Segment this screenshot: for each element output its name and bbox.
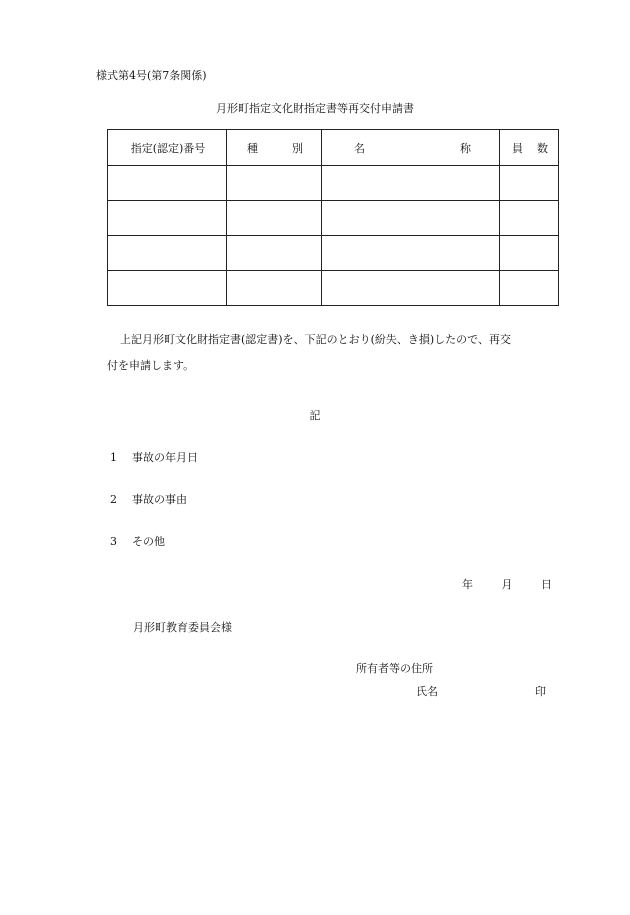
table-cell[interactable] [108,236,227,271]
document-title: 月形町指定文化財指定書等再交付申請書 [216,102,414,115]
column-header-name [322,130,500,166]
table-cell[interactable] [500,236,559,271]
seal-mark: 印 [535,685,546,698]
table-cell[interactable] [500,271,559,306]
table-cell[interactable] [322,201,500,236]
form-number-label: 様式第4号(第7条関係) [96,69,207,82]
item-label: 事故の年月日 [132,451,198,464]
header-part: (認定) [152,141,184,155]
header-part: 番号 [183,141,206,155]
header-part: 指定 [130,141,153,155]
table-cell[interactable] [500,166,559,201]
item-label: その他 [132,535,165,548]
table-cell[interactable] [108,166,227,201]
table-cell[interactable] [322,166,500,201]
list-item [110,451,198,464]
ki-heading: 記 [309,409,321,422]
list-item [110,493,187,506]
request-text-line-2: 付を申請します。 [107,359,195,372]
table-row [108,166,559,201]
header-part: 員 [512,141,523,155]
column-header-count [500,130,559,166]
table-row [108,201,559,236]
column-header-designation-number [108,130,227,166]
header-part: 名 [354,141,365,155]
table-cell[interactable] [322,271,500,306]
table-cell[interactable] [227,236,322,271]
header-part: 数 [537,141,548,155]
table-cell[interactable] [322,236,500,271]
addressee: 月形町教育委員会様 [133,621,232,634]
table-cell[interactable] [500,201,559,236]
table-cell[interactable] [227,201,322,236]
day-label: 日 [541,578,552,591]
list-item [110,535,165,548]
header-part: 別 [292,141,303,155]
date-line [462,578,552,591]
owner-address-label: 所有者等の住所 [356,662,433,675]
table-header-row [108,130,559,166]
table-row [108,236,559,271]
header-part: 種 [247,141,258,155]
table-cell[interactable] [108,271,227,306]
table-cell[interactable] [108,201,227,236]
item-label: 事故の事由 [132,493,187,506]
table-cell[interactable] [227,271,322,306]
cultural-property-table [107,129,559,306]
month-label: 月 [501,578,513,591]
item-number: 3 [110,535,117,548]
table-cell[interactable] [227,166,322,201]
year-label: 年 [462,578,473,591]
header-part: 称 [460,141,471,155]
item-number: 2 [110,493,117,506]
owner-name-label: 氏名 [416,685,438,698]
column-header-type [227,130,322,166]
item-number: 1 [110,451,117,464]
table-row [108,271,559,306]
request-text-line-1: 上記月形町文化財指定書(認定書)を、下記のとおり(紛失、き損)したので、再交 [120,333,511,346]
